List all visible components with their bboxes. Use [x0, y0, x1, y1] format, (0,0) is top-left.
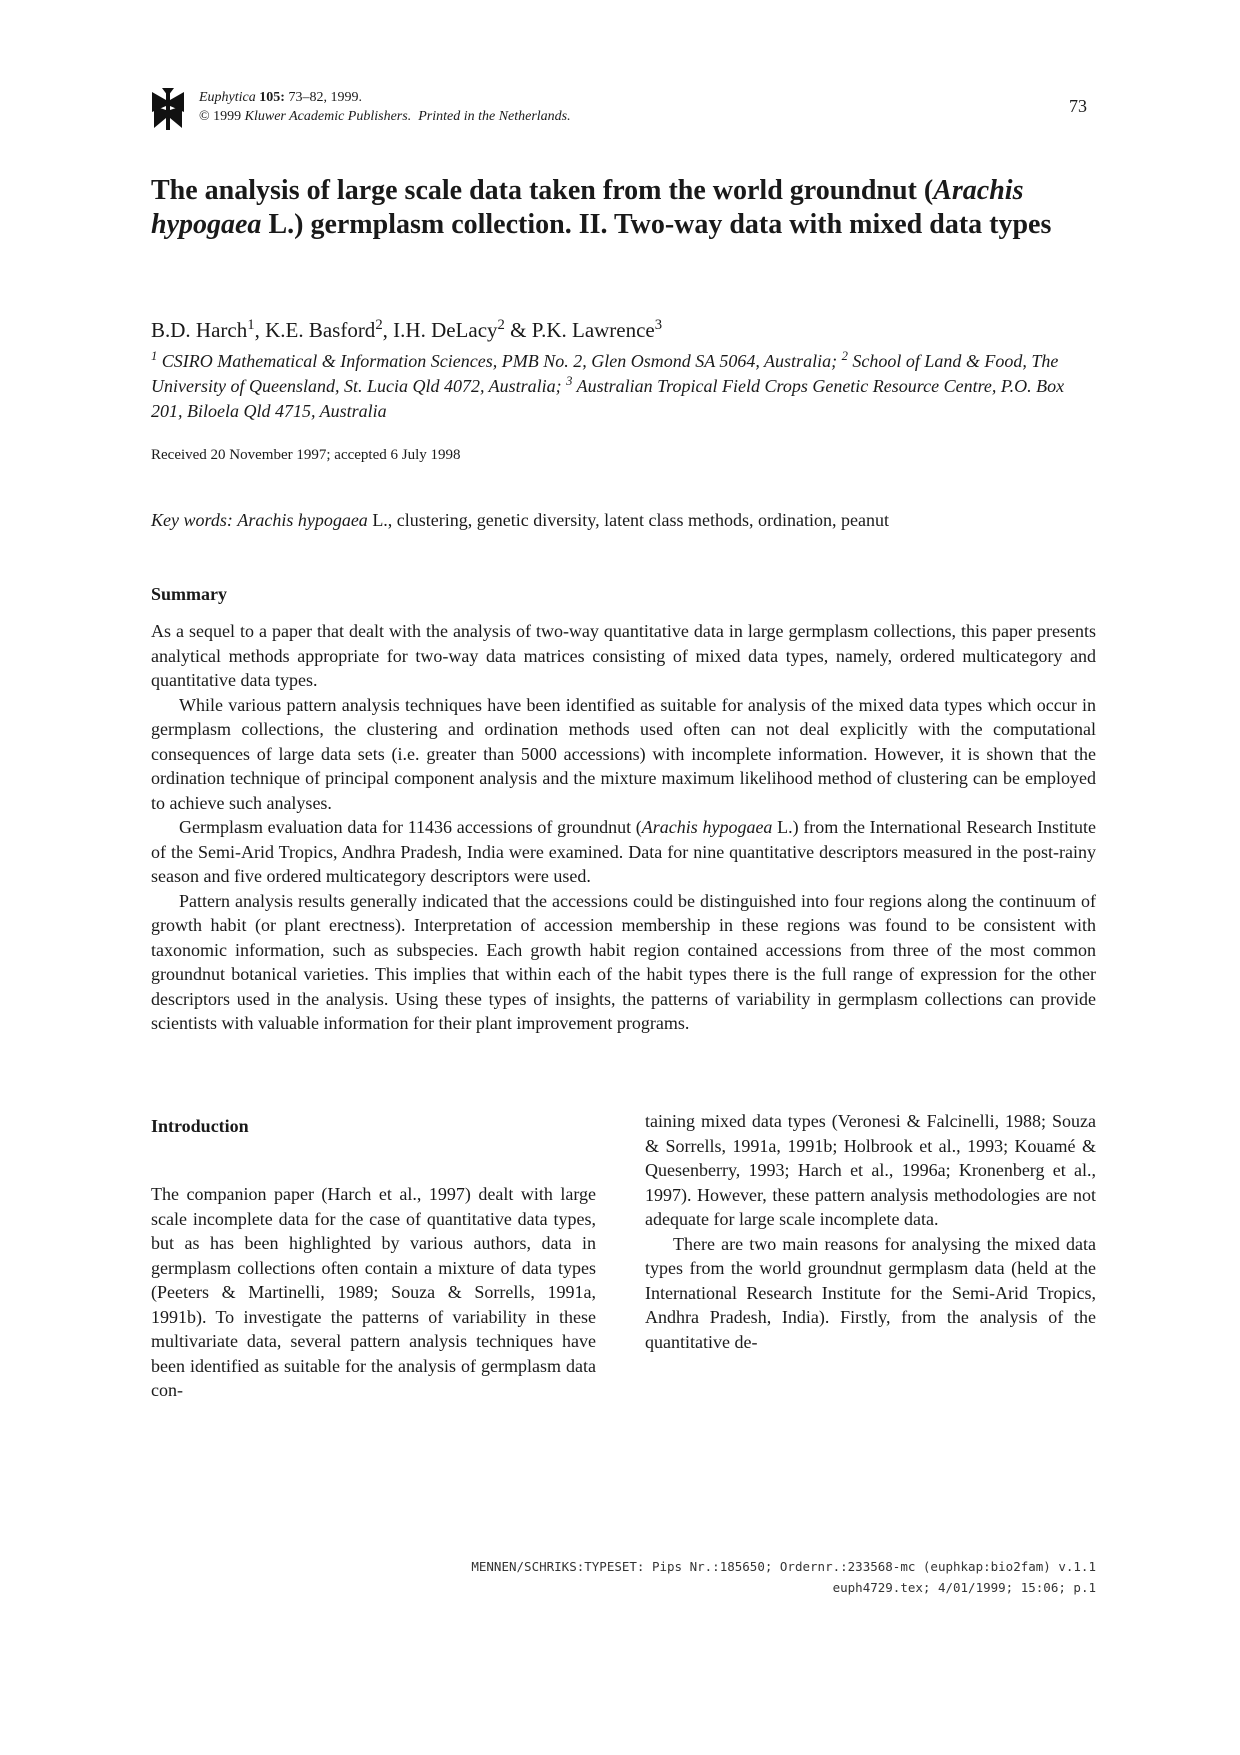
summary-paragraph: While various pattern analysis techniques have been identified as suitable for analysis of the mixed data types which occur in germplasm collections, the clustering and ordination methods used often can not deal explicitly with the computational consequences of large data sets (i.e. greater than 5000 accessions) with incomplete information. However, it is shown that the ordination technique of principal component analysis and the mixture maximum likelihood method of clustering can be employed to achieve such analyses.	[151, 694, 1096, 813]
introduction-heading: Introduction	[151, 1116, 249, 1136]
journal-pages: 73–82, 1999.	[288, 90, 362, 105]
summary-paragraph	[151, 815, 1096, 889]
intro-right-column	[645, 1109, 1096, 1354]
summary-paragraph: Pattern analysis results generally indicated that the accessions could be distinguished into four regions along the continuum of growth habit (or plant erectness). Interpretation of accession membership in these regions was found to be consistent with taxonomic information, such as subspecies. Each growth habit region contained accessions from three of the most common groundnut botanical varieties. This implies that within each of the habit types there is the full range of expression for the other descriptors used in the analysis. Using these types of insights, the patterns of variability in germplasm collections can provide scientists with valuable information for their plant improvement programs.	[151, 890, 1096, 1033]
author-name: K.E. Basford	[265, 318, 376, 342]
summary-p3-start: Germplasm evaluation data for 11436 accessions of groundnut (	[179, 817, 642, 837]
journal-line-2	[199, 107, 571, 126]
author-separator: ,	[382, 318, 394, 342]
intro-left-column	[151, 1182, 596, 1403]
author-name: P.K. Lawrence	[531, 318, 655, 342]
author-name: I.H. DeLacy	[393, 318, 498, 342]
summary-paragraph: As a sequel to a paper that dealt with the analysis of two-way quantitative data in large germplasm collections, this paper presents analytical methods appropriate for two-way data matrices consisting of mixed data types, namely, ordered multicategory and quantitative data types.	[151, 621, 1096, 690]
keywords	[151, 510, 889, 531]
typeset-line-2: euph4729.tex; 4/01/1999; 15:06; p.1	[832, 1580, 1096, 1595]
keywords-list: L., clustering, genetic diversity, latent class methods, ordination, peanut	[367, 510, 890, 530]
author-name: B.D. Harch	[151, 318, 248, 342]
paper-title	[151, 174, 1096, 242]
intro-paragraph: There are two main reasons for analysing the mixed data types from the world groundnut germplasm data (held at the International Research Institute for the Semi-Arid Tropics, Andhra Pradesh, India). Firstly, from the analysis of the quantitative de-	[645, 1233, 1096, 1352]
publisher: Kluwer Academic Publishers.	[244, 109, 412, 124]
summary-heading: Summary	[151, 584, 227, 604]
keywords-species: Arachis hypogaea	[237, 510, 368, 530]
page-number: 73	[1069, 96, 1087, 116]
copyright: © 1999	[199, 109, 242, 124]
author-affil-mark: 1	[247, 316, 255, 333]
title-part-1: The analysis of large scale data taken from the world groundnut (	[151, 175, 934, 206]
printed-in: Printed in the Netherlands.	[418, 109, 571, 124]
affiliations	[151, 349, 1096, 424]
typeset-line-1: MENNEN/SCHRIKS:TYPESET: Pips Nr.:185650; Ordernr.:233568-mc (euphkap:bio2fam) v.1.1	[471, 1559, 1096, 1574]
author-affil-mark: 2	[497, 316, 505, 333]
keywords-label: Key words:	[151, 510, 233, 530]
affiliation: School of Land & Food, The University of Queensland, St. Lucia Qld 4072, Australia;	[151, 351, 1059, 396]
intro-paragraph: taining mixed data types (Veronesi & Falcinelli, 1988; Souza & Sorrells, 1991a, 1991b; Holbrook et al., 1993; Kouamé & Quesenberry, 1993; Harch et al., 1996a; Kronenberg et al., 1997). However, these pattern analysis methodologies are not adequate for large scale incomplete data.	[645, 1111, 1096, 1229]
journal-line-1	[199, 88, 571, 107]
journal-volume: 105:	[259, 90, 285, 105]
journal-name: Euphytica	[199, 90, 256, 105]
journal-citation	[199, 88, 571, 126]
typeset-footer	[340, 1556, 1096, 1598]
affil-mark: 2	[841, 349, 848, 364]
title-species: Arachis hypogaea	[151, 175, 1024, 240]
author-separator: ,	[254, 318, 266, 342]
author-separator: &	[504, 318, 532, 342]
title-part-2: L.) germplasm collection. II. Two-way data with mixed data types	[261, 209, 1052, 240]
affiliation: Australian Tropical Field Crops Genetic Resource Centre, P.O. Box 201, Biloela Qld 4715, Australia	[151, 376, 1065, 421]
author-affil-mark: 2	[375, 316, 383, 333]
author-affil-mark: 3	[654, 316, 663, 333]
summary-body	[151, 619, 1096, 1036]
affil-mark: 3	[566, 374, 573, 389]
summary-p3-species: Arachis hypogaea	[641, 817, 773, 837]
intro-paragraph: The companion paper (Harch et al., 1997) dealt with large scale incomplete data for the case of quantitative data types, but as has been highlighted by various authors, data in germplasm collections often contain a mixture of data types (Peeters & Martinelli, 1989; Souza & Sorrells, 1991a, 1991b). To investigate the patterns of variability in these multivariate data, several pattern analysis techniques have been identified as suitable for the analysis of germplasm data con-	[151, 1184, 596, 1400]
affil-mark: 1	[151, 349, 158, 364]
publisher-logo-icon	[150, 86, 186, 132]
received-dates: Received 20 November 1997; accepted 6 July 1998	[151, 447, 461, 463]
summary-p3-end: L.) from the International Research Institute of the Semi-Arid Tropics, Andhra Pradesh, India were examined. Data for nine quantitative descriptors measured in the post-rainy season and five ordered multicategory descriptors were used.	[151, 817, 1096, 886]
affiliation: CSIRO Mathematical & Information Sciences, PMB No. 2, Glen Osmond SA 5064, Australia;	[161, 351, 838, 371]
author-list	[151, 317, 662, 343]
